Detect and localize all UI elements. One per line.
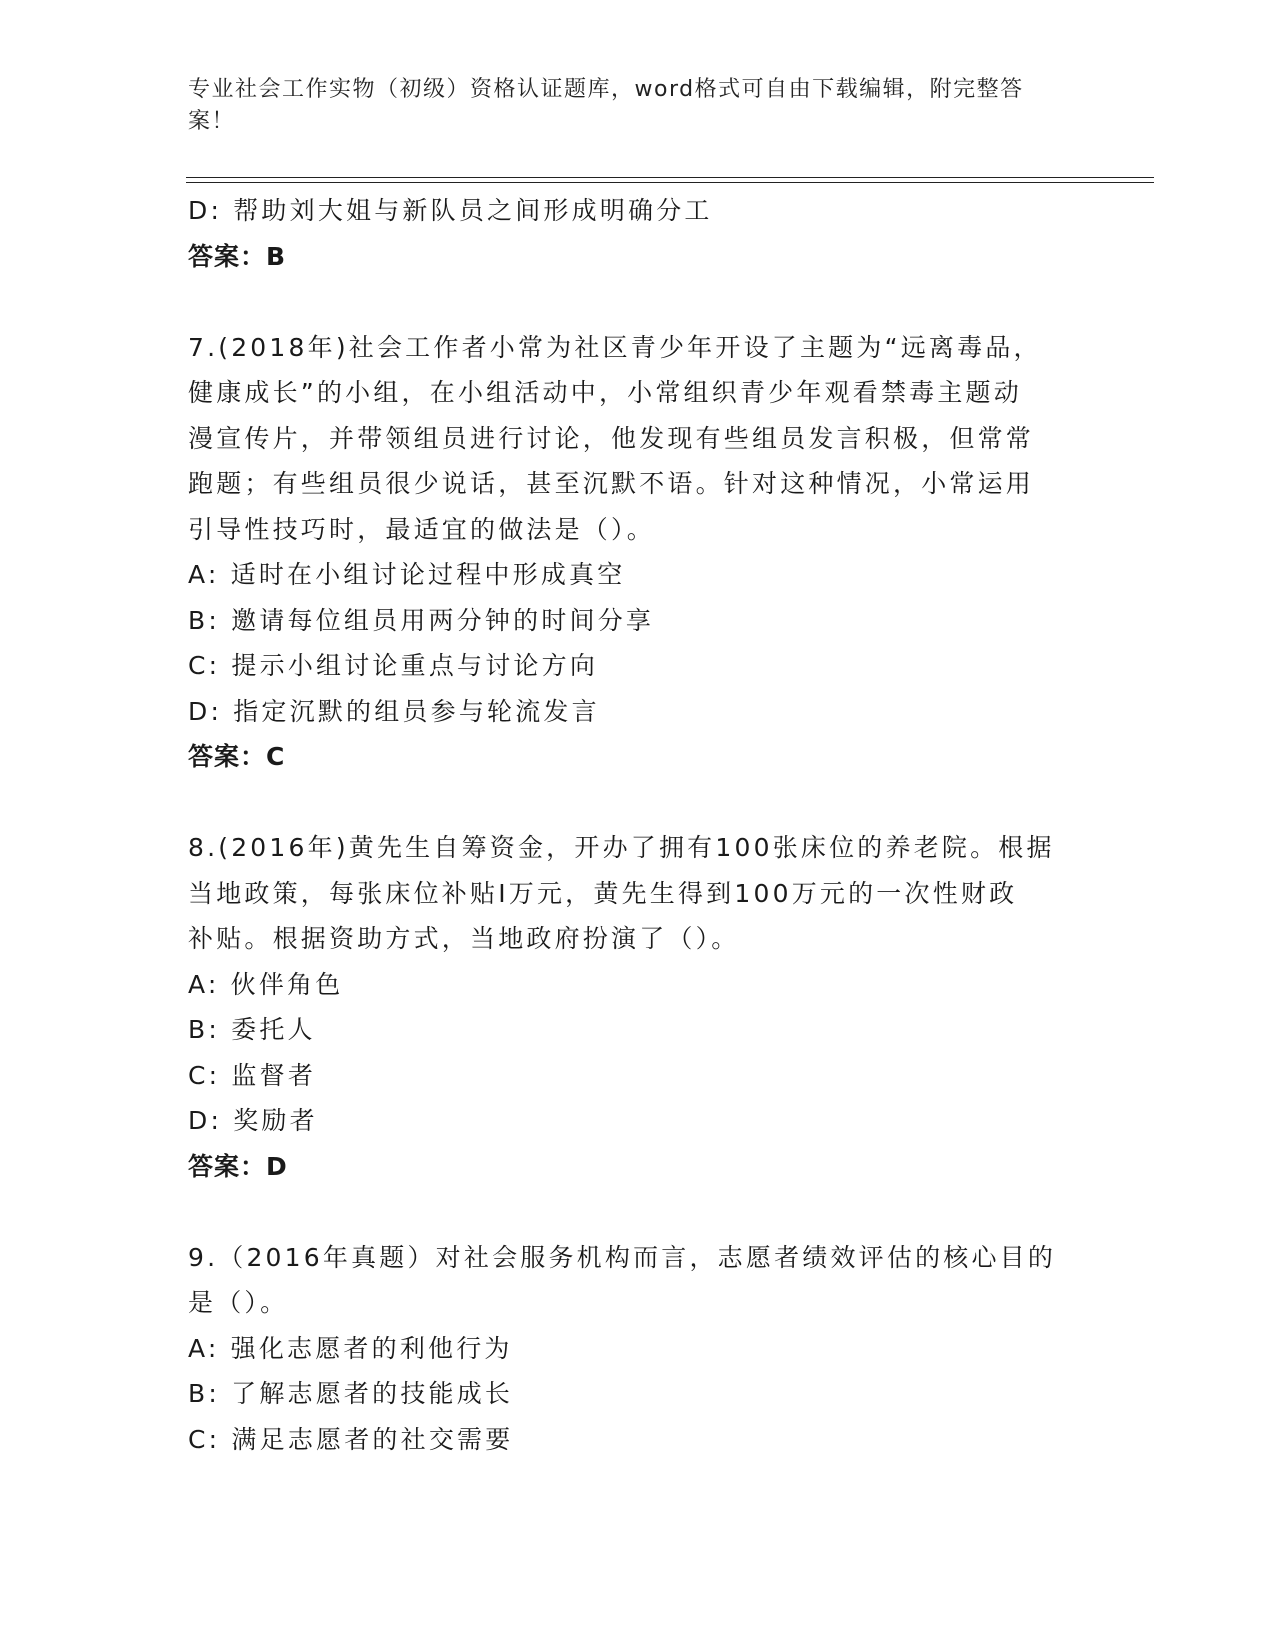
option-b: B: 了解志愿者的技能成长 xyxy=(188,1379,514,1408)
option-b: B: 委托人 xyxy=(188,1015,316,1044)
question-text-line: 补贴。根据资助方式，当地政府扮演了（）。 xyxy=(188,924,740,953)
option-b: B: 邀请每位组员用两分钟的时间分享 xyxy=(188,605,655,635)
page-header: 专业社会工作实物（初级）资格认证题库，word格式可自由下载编辑，附完整答案！ xyxy=(188,77,1024,134)
answer-line: 答案：B xyxy=(188,241,287,271)
question-7 xyxy=(188,325,1068,780)
header-rule-top xyxy=(186,177,1154,178)
question-text-line: 9.（2016年真题）对社会服务机构而言，志愿者绩效评估的核心目的 xyxy=(188,1242,1057,1272)
question-text-line: 当地政策，每张床位补贴I万元，黄先生得到100万元的一次性财政 xyxy=(188,878,1018,908)
question-text-line: 引导性技巧时，最适宜的做法是（）。 xyxy=(188,514,655,544)
option-a: A: 强化志愿者的利他行为 xyxy=(188,1333,513,1363)
spacer xyxy=(188,780,1068,826)
option-d: D: 奖励者 xyxy=(188,1106,318,1135)
question-8 xyxy=(188,825,1068,1189)
option-a: A: 适时在小组讨论过程中形成真空 xyxy=(188,560,626,589)
option-line: D: 帮助刘大姐与新队员之间形成明确分工 xyxy=(188,196,713,225)
option-c: C: 提示小组讨论重点与讨论方向 xyxy=(188,651,599,680)
spacer xyxy=(188,279,1068,325)
option-c: C: 监督者 xyxy=(188,1060,317,1090)
option-a: A: 伙伴角色 xyxy=(188,969,344,999)
option-c: C: 满足志愿者的社交需要 xyxy=(188,1424,514,1454)
question-text-line: 健康成长”的小组，在小组活动中，小常组织青少年观看禁毒主题动 xyxy=(188,378,1022,407)
question-text-line: 7.(2018年)社会工作者小常为社区青少年开设了主题为“远离毒品， xyxy=(188,332,1042,362)
question-text-line: 跑题；有些组员很少说话，甚至沉默不语。针对这种情况，小常运用 xyxy=(188,469,1035,498)
option-d: D: 指定沉默的组员参与轮流发言 xyxy=(188,696,600,726)
answer-line: 答案：D xyxy=(188,1151,288,1181)
spacer xyxy=(188,1189,1068,1235)
document-body xyxy=(188,188,1068,1462)
question-text-line: 漫宣传片，并带领组员进行讨论，他发现有些组员发言积极，但常常 xyxy=(188,423,1035,453)
question-text-line: 是（）。 xyxy=(188,1288,289,1317)
question-text-line: 8.(2016年)黄先生自筹资金，开办了拥有100张床位的养老院。根据 xyxy=(188,833,1055,862)
answer-line: 答案：C xyxy=(188,742,286,771)
question-9 xyxy=(188,1235,1068,1463)
header-rule-bottom xyxy=(186,182,1154,183)
